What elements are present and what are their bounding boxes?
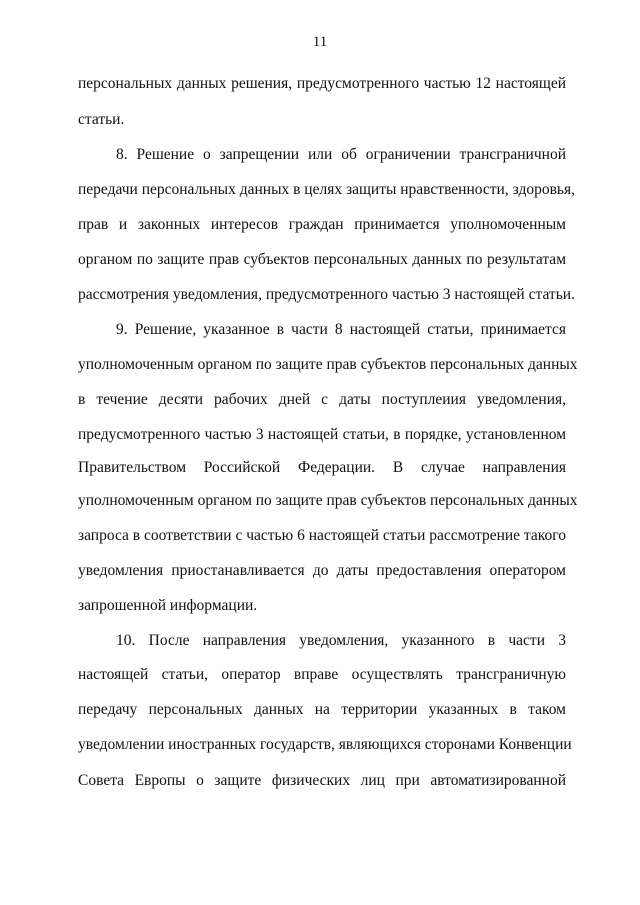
paragraph-9-start: 9. Решение, указанное в части 8 настоящей статьи, принимается bbox=[116, 321, 566, 338]
text-line: уполномоченным органом по защите прав субъектов персональных данных bbox=[78, 356, 578, 373]
text-line: органом по защите прав субъектов персональных данных по результатам bbox=[78, 251, 566, 268]
text-line: Совета Европы о защите физических лиц при автоматизированной bbox=[78, 772, 566, 789]
page-number: 11 bbox=[312, 34, 328, 50]
text-line: передачу персональных данных на территории указанных в таком bbox=[78, 701, 566, 718]
text-line: уполномоченным органом по защите прав субъектов персональных данных bbox=[78, 492, 578, 509]
paragraph-8-start: 8. Решение о запрещении или об ограничении трансграничной bbox=[116, 146, 566, 163]
text-line: предусмотренного частью 3 настоящей статьи, в порядке, установленном bbox=[78, 426, 566, 443]
text-line: запроса в соответствии с частью 6 настоящей статьи рассмотрение такого bbox=[78, 527, 566, 544]
text-line: уведомлении иностранных государств, являющихся сторонами Конвенции bbox=[78, 736, 572, 753]
text-line: персональных данных решения, предусмотренного частью 12 настоящей bbox=[78, 75, 566, 92]
text-line: уведомления приостанавливается до даты предоставления оператором bbox=[78, 562, 566, 579]
text-line: запрошенной информации. bbox=[78, 597, 258, 614]
paragraph-10-start: 10. После направления уведомления, указанного в части 3 bbox=[116, 632, 566, 649]
text-line: прав и законных интересов граждан принимается уполномоченным bbox=[78, 216, 566, 233]
text-line: передачи персональных данных в целях защиты нравственности, здоровья, bbox=[78, 181, 575, 198]
text-line: Правительством Российской Федерации. В случае направления bbox=[78, 459, 566, 476]
text-line: статьи. bbox=[78, 111, 125, 128]
text-line: рассмотрения уведомления, предусмотренного частью 3 настоящей статьи. bbox=[78, 286, 575, 303]
text-line: настоящей статьи, оператор вправе осуществлять трансграничную bbox=[78, 666, 566, 683]
text-line: в течение десяти рабочих дней с даты поступлеиия уведомления, bbox=[78, 391, 566, 408]
